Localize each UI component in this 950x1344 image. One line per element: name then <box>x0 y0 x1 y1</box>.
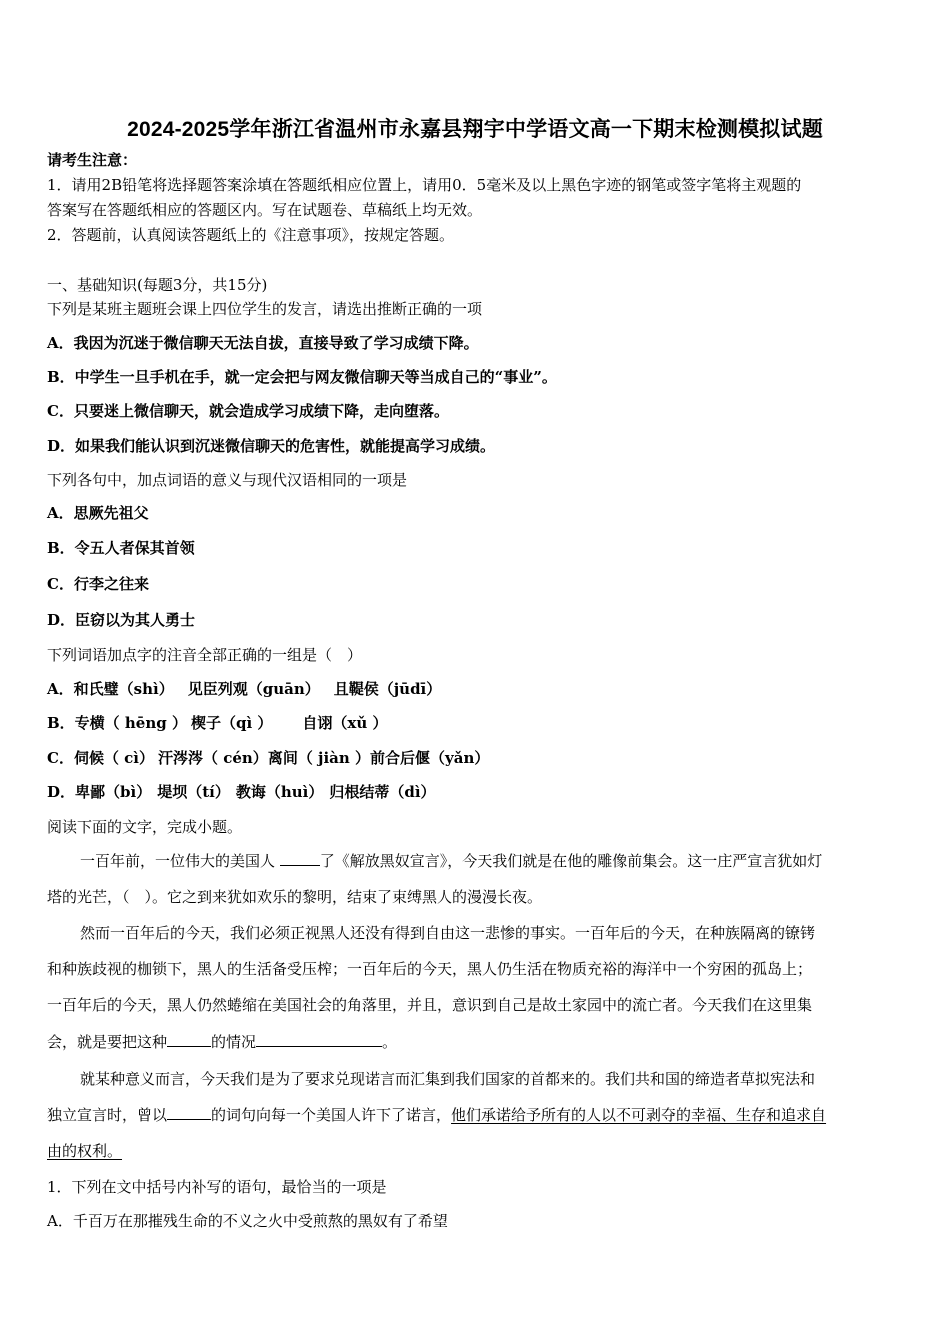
passage-p1-line2: 塔的光芒，（ ）。它之到来犹如欢乐的黎明，结束了束缚黑人的漫漫长夜。 <box>47 888 543 906</box>
q3-option-c-part4: 前合后偃（yǎn） <box>370 749 490 767</box>
q3-stem: 下列词语加点字的注音全部正确的一组是（ ） <box>47 646 363 664</box>
q1-stem: 下列是某班主题班会课上四位学生的发言，请选出推断正确的一项 <box>47 300 483 318</box>
passage-text: 会，就是要把这种 <box>47 1033 168 1051</box>
page-title: 2024-2025学年浙江省温州市永嘉县翔宇中学语文高一下期末检测模拟试题 <box>127 118 823 141</box>
passage-p3-line2 <box>47 1105 826 1125</box>
passage-text: 的情况 <box>211 1033 257 1051</box>
notice-item-1-cont: 答案写在答题纸相应的答题区内。写在试题卷、草稿纸上均无效。 <box>47 201 483 219</box>
fill-blank <box>256 1032 382 1047</box>
q1-option-d: D．如果我们能认识到沉迷微信聊天的危害性，就能提高学习成绩。 <box>47 437 496 455</box>
q3-option-d-part4: 归根结蒂（dì） <box>329 783 436 801</box>
fill-blank <box>280 851 320 866</box>
q3-option-c-part1: C．伺候（ cì） <box>47 749 154 767</box>
q3-option-d-part2: 堤坝（tí） <box>157 783 230 801</box>
q3-option-c <box>47 748 489 768</box>
passage-p3-line1: 就某种意义而言，今天我们是为了要求兑现诺言而汇集到我们国家的首都来的。我们共和国的缔造者草拟宪法和 <box>80 1070 816 1088</box>
passage-text: 独立宣言时，曾以 <box>47 1106 168 1124</box>
passage-text: 一百年前，一位伟大的美国人 <box>80 852 276 870</box>
q3-option-b-part3: 自诩（xǔ ） <box>302 714 388 732</box>
q2-stem: 下列各句中，加点词语的意义与现代汉语相同的一项是 <box>47 471 408 489</box>
q3-option-b-part2: 楔子（qì ） <box>190 714 273 732</box>
q3-option-a-part2: 见臣列观（guān） <box>187 680 320 698</box>
fill-blank <box>167 1105 211 1120</box>
q2-option-a: A．思厥先祖父 <box>47 504 149 522</box>
underlined-sentence-end: 由的权利。 <box>47 1142 123 1160</box>
sub-question-1: 1．下列在文中括号内补写的语句，最恰当的一项是 <box>47 1178 387 1196</box>
q3-option-d-part3: 教诲（huì） <box>235 783 324 801</box>
notice-heading: 请考生注意： <box>47 151 138 169</box>
q3-option-d <box>47 782 436 802</box>
section-heading: 一、基础知识(每题3分，共15分) <box>47 276 268 294</box>
passage-p2-line3: 一百年后的今天，黑人仍然蜷缩在美国社会的角落里，并且，意识到自己是故土家园中的流亡者。今天我们在这里集 <box>47 996 813 1014</box>
sub-question-1-option-a: A．千百万在那摧残生命的不义之火中受煎熬的黑奴有了希望 <box>47 1212 448 1230</box>
notice-item-2: 2．答题前，认真阅读答题纸上的《注意事项》，按规定答题。 <box>47 226 455 244</box>
underlined-sentence: 他们承诺给予所有的人以不可剥夺的幸福、生存和追求自 <box>451 1106 827 1124</box>
q3-option-a <box>47 679 441 699</box>
q3-option-b <box>47 713 387 733</box>
q1-option-b: B．中学生一旦手机在手，就一定会把与网友微信聊天等当成自己的“事业”。 <box>47 368 557 386</box>
passage-p2-line2: 和种族歧视的枷锁下，黑人的生活备受压榨；一百年后的今天，黑人仍生活在物质充裕的海洋中一个穷困的孤岛上； <box>47 960 813 978</box>
passage-text: 。 <box>382 1033 398 1051</box>
q2-option-c: C．行李之往来 <box>47 575 149 593</box>
passage-text: 了《解放黑奴宣言》，今天我们就是在他的雕像前集会。这一庄严宣言犹如灯 <box>319 852 823 870</box>
q3-option-b-part1: B．专横（ hēng ） <box>47 714 187 732</box>
q1-option-c: C．只要迷上微信聊天，就会造成学习成绩下降，走向堕落。 <box>47 402 449 420</box>
passage-p3-line3 <box>47 1141 122 1161</box>
fill-blank <box>167 1032 211 1047</box>
passage-p1-line1 <box>80 851 822 871</box>
reading-intro: 阅读下面的文字，完成小题。 <box>47 818 243 836</box>
q1-option-a: A．我因为沉迷于微信聊天无法自拔，直接导致了学习成绩下降。 <box>47 334 479 352</box>
q2-option-b: B．令五人者保其首领 <box>47 539 195 557</box>
q3-option-a-part3: 且鞮侯（jūdī） <box>333 680 442 698</box>
notice-item-1: 1．请用2B铅笔将选择题答案涂填在答题纸相应位置上，请用0．5毫米及以上黑色字迹的钢笔或签字笔将主观题的 <box>47 176 802 194</box>
q3-option-c-part2: 汗涔涔（ cén） <box>158 749 268 767</box>
q3-option-a-part1: A．和氏璧（shì） <box>47 680 174 698</box>
q3-option-d-part1: D．卑鄙（bì） <box>47 783 152 801</box>
passage-p2-line1: 然而一百年后的今天，我们必须正视黑人还没有得到自由这一悲惨的事实。一百年后的今天，在种族隔离的镣铐 <box>80 924 816 942</box>
passage-text: 的词句向每一个美国人许下了诺言， <box>211 1106 452 1124</box>
q3-option-c-part3: 离间（ jiàn ） <box>267 749 371 767</box>
passage-p2-line4 <box>47 1032 397 1052</box>
q2-option-d: D．臣窃以为其人勇士 <box>47 611 196 629</box>
